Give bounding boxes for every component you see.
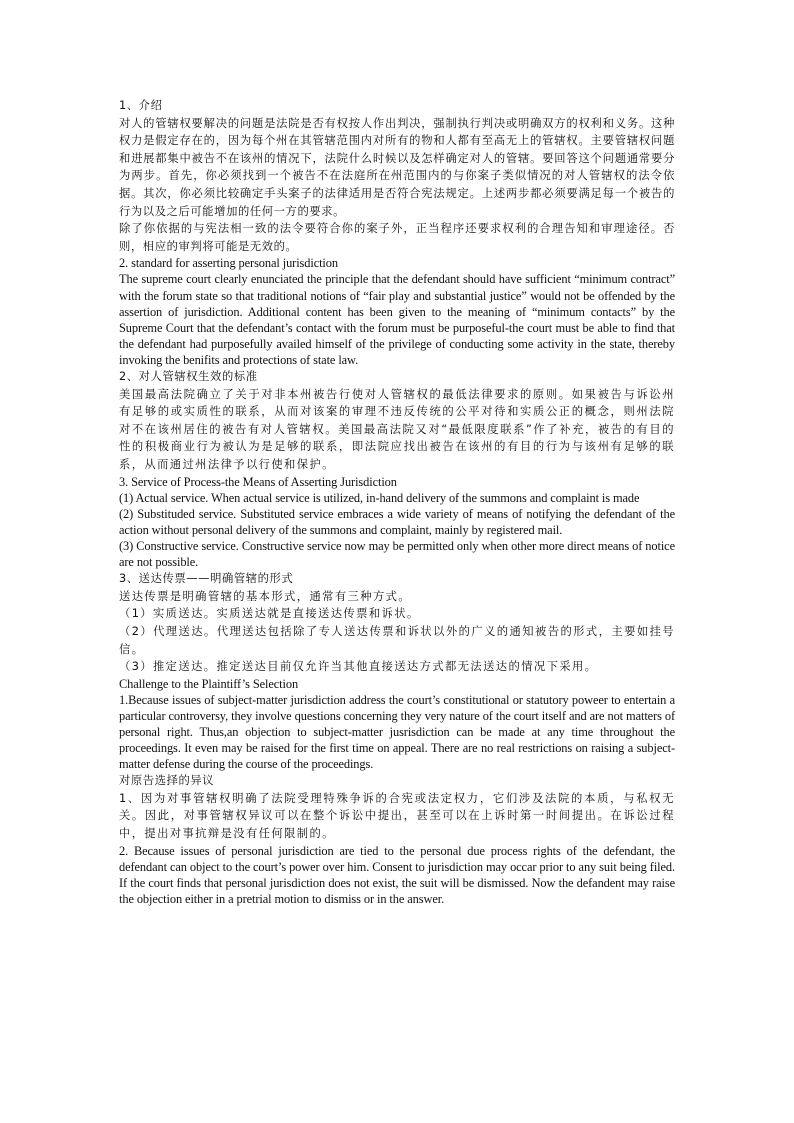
paragraph-subject-matter-objection: 1.Because issues of subject-matter jurisdiction address the court’s constitutional or statutory poweer to entertain a particular controversy, they involve questions concerning they very nature of the court itself and are not matters of personal right. Thus,an objection to subject-matter jusrisdiction can be made at any time throughout the proceedings. It even may be raised for the first time on appeal. There are no real restrictions on raising a subject-matter defense during the course of the proceedings.: [119, 692, 675, 772]
paragraph-minimum-contacts: The supreme court clearly enunciated the principle that the defendant should have sufficient “minimum contract” with the forum state so that traditional notions of “fair play and substantial justice” would not be offended by the assertion of jurisdiction. Additional content has been given to the meaning of “minimum contacts” by the Supreme Court that the defendant’s contact with the forum must be purposeful-the court must be able to find that the defendant had purposefully availed himself of the privilege of conducting some activity in the state, thereby invoking the benifits and protections of state law.: [119, 272, 675, 367]
heading-personal-jurisdiction-standard-cn: 2、对人管辖权生效的标准: [119, 370, 258, 383]
list-item-substituted-service-cn: （2）代理送达。代理送达包括除了专人送达传票和诉状以外的广义的通知被告的形式，主要如挂号信。: [119, 624, 675, 656]
heading-challenge-selection: Challenge to the Plaintiff’s Selection: [119, 676, 299, 691]
document-page: [119, 97, 675, 907]
heading-introduction: 1、介绍: [119, 99, 163, 112]
heading-service-of-process-cn: 3、送达传票——明确管辖的形式: [119, 572, 294, 586]
paragraph-minimum-contacts-cn: 美国最高法院确立了关于对非本州被告行使对人管辖权的最低法律要求的原则。如果被告与诉讼州有足够的或实质性的联系，从而对该案的审理不违反传统的公平对待和实质公正的概念，则州法院对不在该州居住的被告有对人管辖权。美国最高法院又对“最低限度联系”作了补充，被告的有目的性的积极商业行为被认为是足够的联系，即法院应找出被告在该州的有目的行为与该州有足够的联系，从而通过州法律予以行使和保护。: [119, 387, 675, 471]
paragraph-service-forms-cn: 送达传票是明确管辖的基本形式，通常有三种方式。: [119, 589, 412, 603]
paragraph-personal-jurisdiction-objection: 2. Because issues of personal jurisdiction are tied to the personal due process rights of the defendant, the defendant can object to the court’s power over him. Consent to jurisdiction may occar prior to any suit being filed. If the court finds that personal jurisdiction does not exist, the suit will be dismissed. Now the defandent may raise the objection either in a pretrial motion to dismiss or in the answer.: [119, 843, 675, 906]
list-item-actual-service: (1) Actual service. When actual service is utilized, in-hand delivery of the summons and complaint is made: [119, 490, 640, 505]
list-item-constructive-service-cn: （3）推定送达。推定送达目前仅允许当其他直接送达方式都无法送达的情况下采用。: [119, 660, 598, 674]
list-item-actual-service-cn: （1）实质送达。实质送达就是直接送达传票和诉状。: [119, 607, 420, 621]
heading-service-of-process: 3. Service of Process-the Means of Asserting Jurisdiction: [119, 474, 397, 489]
paragraph-introduction-body: 对人的管辖权要解决的问题是法院是否有权按人作出判决，强制执行判决或明确双方的权利和义务。这种权力是假定存在的，因为每个州在其管辖范围内对所有的物和人都有至高无上的管辖权。主要管辖权问题和进展都集中被告不在该州的情况下，法院什么时候以及怎样确定对人的管辖。要回答这个问题通常要分为两步。首先，你必须找到一个被告不在法庭所在州范围内的与你案子类似情况的对人管辖权的法令依据。其次，你必须比较确定手头案子的法律适用是否符合宪法规定。上述两步都必须要满足每一个被告的行为以及之后可能增加的任何一方的要求。: [119, 116, 675, 218]
heading-challenge-selection-cn: 对原告选择的异议: [119, 774, 215, 788]
paragraph-subject-matter-objection-cn: 1、因为对事管辖权明确了法院受理特殊争诉的合宪或法定权力，它们涉及法院的本质，与私权无关。因此，对事管辖权异议可以在整个诉讼中提出，甚至可以在上诉时第一时间提出。在诉讼过程中，提出对事抗辩是没有任何限制的。: [119, 791, 675, 841]
paragraph-due-process: 除了你依据的与宪法相一致的法令要符合你的案子外，正当程序还要求权利的合理告知和审理途径。否则，相应的审判将可能是无效的。: [119, 222, 675, 253]
heading-standard-personal-jurisdiction: 2. standard for asserting personal jurisdiction: [119, 256, 338, 271]
list-item-constructive-service: (3) Constructive service. Constructive service now may be permitted only when other more direct means of notice are not possible.: [119, 538, 675, 570]
list-item-substituted-service: (2) Substituded service. Substituted service embraces a wide variety of means of notifying the defendant of the action without personal delivery of the summons and complaint, mainly by registered mail.: [119, 506, 675, 537]
